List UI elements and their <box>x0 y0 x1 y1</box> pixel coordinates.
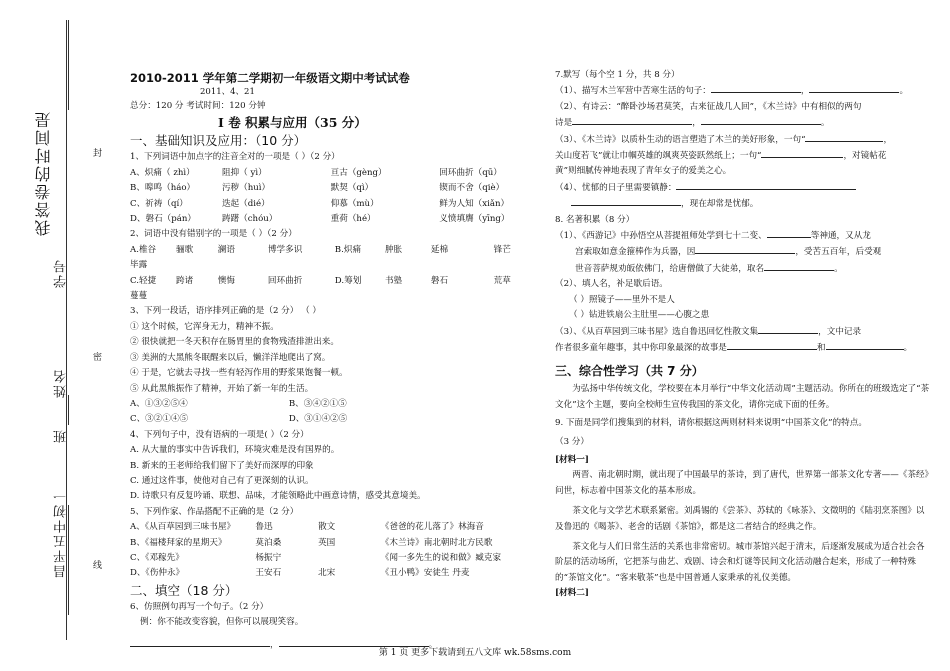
q4-item: A. 从大量的事实中告诉我们，环境灾难是没有国界的。 <box>130 445 340 456</box>
q5-cell: 《爸爸的花儿落了》林海音 <box>380 522 484 533</box>
q5-cell: 莫泊桑 <box>255 537 282 548</box>
q8-1-blank-b[interactable] <box>695 244 795 254</box>
q5-row <box>130 551 548 566</box>
q2-word: 磐石 <box>430 275 449 286</box>
q1-stem: 1、下列词语中加点字的注音全对的一项是（ ）（2 分） <box>130 152 340 163</box>
q1-opt: 仰慕（mù） <box>330 198 379 209</box>
q8-1b <box>555 244 933 260</box>
q1-row-d <box>130 212 548 227</box>
q8-stem: 8. 名著积累（8 分） <box>555 214 635 225</box>
q1-opt: 义愤填膺（yīng） <box>439 214 510 225</box>
q4-item: D. 诗歌只有反复吟诵、联想、品味，才能领略此中画意诗情，感受其意境美。 <box>130 491 426 502</box>
q2-word: C.轻捷 <box>130 275 157 286</box>
exam-date: 2011、4、21 <box>200 87 255 97</box>
q1-opt: 鲜为人知（xiǎn） <box>439 198 510 209</box>
page-footer: 第 1 页 更多下载请到五八文库 wk.58sms.com <box>378 648 572 658</box>
q7-3c: 黄”则细腻传神地表现了青年女子的爱美之心。 <box>555 166 732 177</box>
exam-meta: 总分：120 分 考试时间：120 分钟 <box>130 101 266 111</box>
q6-stem: 6、仿照例句再写一个句子。（2 分） <box>130 601 269 612</box>
exam-title: 2010-2011 学年第二学期初一年级语文期中考试试卷 <box>130 71 410 85</box>
q7-2b: 诗是 ， 。 <box>555 115 933 131</box>
q8-3b2-text: 和 <box>816 342 826 353</box>
q9-stem: 9. 下面是同学们搜集到的材料，请你根据这两则材料来说明“中国茶文化”的特点。 <box>555 418 867 429</box>
q1-opt: 锲而不舍（qiè） <box>439 183 505 194</box>
q8-3a2-text: ，文中记录 <box>818 326 862 337</box>
q3-opt: B、③④②①⑤ <box>288 398 347 409</box>
q7-4a <box>555 180 933 196</box>
q8-1a2-text: 等神通，又从龙 <box>810 231 871 242</box>
q3-item: ③ 美洲的大黑熊冬眠醒来以后，懒洋洋地爬出了窝。 <box>130 352 331 363</box>
q3-opts-2 <box>130 412 548 427</box>
part-title: Ⅰ 卷 积累与应用（35 分） <box>218 115 367 131</box>
q5-cell <box>318 551 381 566</box>
q1-opt: C、祈祷（qí） <box>130 198 188 209</box>
q7-3-blank-b[interactable] <box>761 148 843 158</box>
q2-word: 澜语 <box>217 244 235 255</box>
q3-stem: 3、下列一段话，语序排列正确的是（2 分） （ ） <box>130 306 322 317</box>
q5-cell: A、《从百草园到三味书屋》 <box>130 522 236 533</box>
q2-word: 毕露 <box>130 260 148 271</box>
q2-row-cd <box>130 274 548 289</box>
q7-3a-text: （3）、《木兰诗》以质朴生动的语言塑造了木兰的美好形象，一句“ <box>555 134 806 145</box>
q2-stem: 2、词语中没有错别字的一项是（ ）（2 分） <box>130 229 297 240</box>
q2-word: 锋芒 <box>493 244 511 255</box>
q1-opt: D、磐石（pán） <box>130 214 197 225</box>
q5-cell: 王安石 <box>255 568 282 579</box>
q1-opt: 回环曲折（qū） <box>439 167 502 178</box>
q3-item: ① 这个时候，它浑身无力，精神不振。 <box>130 321 279 332</box>
q2-word: 懊悔 <box>217 275 235 286</box>
q5-cell: 《闻一多先生的说和做》臧克家 <box>380 552 502 563</box>
q7-1-text: （1）、描写木兰军营中苦寒生活的句子： <box>555 86 711 97</box>
q7-1: （1）、描写木兰军营中苦寒生活的句子： ， 。 <box>555 83 933 99</box>
q2-word: 延棉 <box>430 244 449 255</box>
q8-1c: 世音菩萨规劝皈依佛门，给唐僧做了大徒弟，取名 。 <box>555 261 933 277</box>
q5-row <box>130 536 548 551</box>
q8-1-blank-c[interactable] <box>764 261 834 271</box>
q6-answer-blank[interactable]: ， 。 <box>130 637 548 653</box>
student-no-label: 学号 <box>54 258 69 288</box>
secret-mark: 密 <box>91 352 101 363</box>
q5-cell: 英国 <box>318 537 336 548</box>
q5-cell: 鲁迅 <box>255 522 273 533</box>
q4-item: C. 通过这件事，使他对自己有了更深刻的认识。 <box>130 475 314 486</box>
q5-row <box>130 566 548 581</box>
seal-mark: 封 <box>91 148 101 159</box>
q7-4-blank-a[interactable] <box>676 180 856 190</box>
notice-label: 我答卷的时间是 <box>34 110 53 236</box>
q2-word: 肿胀 <box>384 244 403 255</box>
q3-opts-1 <box>130 397 548 412</box>
q5-cell: D、《伤仲永》 <box>130 568 185 579</box>
q7-1-blank-a[interactable] <box>711 83 801 93</box>
q8-3-blank-a[interactable] <box>758 324 818 334</box>
q5-cell: 《丑小鸭》安徒生 丹麦 <box>380 568 470 579</box>
q9-score: （3 分） <box>555 436 589 447</box>
q8-2a: （ ）照镜子——里外不是人 <box>569 294 675 305</box>
q7-3-blank-a[interactable] <box>805 132 883 142</box>
q3-opt: A、①③②⑤④ <box>130 398 188 409</box>
q8-2: （2）、填人名，补足歇后语。 <box>555 279 668 290</box>
q1-row-b <box>130 181 548 196</box>
q5-row <box>130 520 548 535</box>
school-blank-line <box>68 505 69 615</box>
q3-item: ② 很快就把一冬天积存在肠胃里的食物残渣排泄出来。 <box>130 337 339 348</box>
q3-opt: C、③②①④⑤ <box>130 414 189 425</box>
q1-opt: 踌躇（chóu） <box>221 214 278 225</box>
material-1-p1: 两晋、南北朝时期，就出现了中国最早的茶诗，到了唐代，世界第一部茶文化专著——《茶经》问世，标志着中国茶文化的基本形成。 <box>555 470 929 496</box>
q2-word: A.椎谷 <box>130 244 157 255</box>
name-label: 姓名 <box>54 368 69 398</box>
material-1-p3: 茶文化与人们日常生活的关系也非常密切。城市茶馆兴起于清末，后逐渐发展成为适合社会各阶层的活动场所，它把茶与曲艺、戏剧、诗会和灯谜等民间文化活动融合起来，形成了一种特殊的“茶馆文化”。“客来敬茶”也是中国普通人家秉承的礼仪美德。 <box>555 541 925 583</box>
name-blank <box>68 20 69 110</box>
q1-opt: 重荷（hé） <box>330 214 376 225</box>
q7-4b <box>555 196 933 212</box>
q1-opt: 迭起（dié） <box>221 198 270 209</box>
q7-2-blank-a[interactable] <box>572 115 692 125</box>
q7-3b-text: 关山度若飞”就让巾帼英雄的飒爽英姿跃然纸上；一句“ <box>555 151 762 162</box>
q5-cell: B、《福楼拜家的星期天》 <box>130 537 227 548</box>
left-column <box>130 68 548 653</box>
class-label: 班 <box>54 428 69 443</box>
class-blank <box>68 395 69 425</box>
q7-2b-text: 诗是 <box>555 118 573 129</box>
section-1-title: 一、基础知识及应用：（10 分） <box>130 133 307 149</box>
q2-word: 博学多识 <box>267 244 303 255</box>
q5-cell: 《木兰诗》南北朝时北方民歌 <box>380 537 493 548</box>
q2-word: 骊歌 <box>175 244 194 255</box>
q3-item: ④ 于是，它就去寻找一些有轻泻作用的野浆果饱餐一顿。 <box>130 368 348 379</box>
material-1-label: [材料一] <box>555 454 589 465</box>
school-label: 昌平五中初一 <box>54 488 69 578</box>
q8-2b: （ ）钻进铁扇公主肚里——心腹之患 <box>569 310 710 321</box>
q1-opt: B、嗥鸣（háo） <box>130 183 196 194</box>
q3-item: ⑤ 从此黑熊振作了精神，开始了新一年的生活。 <box>130 383 314 394</box>
q8-1a <box>555 228 933 244</box>
q5-stem: 5、下列作家、作品搭配不正确的是（2 分） <box>130 506 299 517</box>
q7-4a-text: （4）、忧郁的日子里需要镇静： <box>555 182 677 193</box>
section-2-title: 二、填空（18 分） <box>130 582 238 598</box>
q2-word: 跨诸 <box>175 275 194 286</box>
q5-cell: C、《邓稼先》 <box>130 552 184 563</box>
q5-cell: 杨振宁 <box>255 552 282 563</box>
q1-opt: 阻抑（ yì） <box>221 167 267 178</box>
q7-2a: （2）、有诗云：“醉卧沙场君莫笑，古来征战几人回”，《木兰诗》中有相似的两句 <box>555 101 862 112</box>
q8-3a <box>555 324 933 340</box>
q6-example: 例：你不能改变容貌，但你可以展现笑容。 <box>140 617 304 628</box>
q7-4-blank-b[interactable] <box>571 196 681 206</box>
q7-3b2-text: ，对镜帖花 <box>843 151 887 162</box>
q8-1b-text: 宫索取如意金箍棒作为兵器，因 <box>575 247 696 258</box>
q8-3-blank-c[interactable] <box>826 340 904 350</box>
q2-word: 荒草 <box>493 275 511 286</box>
q8-3-blank-b[interactable] <box>727 340 817 350</box>
q7-3b <box>555 148 933 164</box>
q8-3a-text: （3）、《从百草园到三味书屋》选自鲁迅回忆性散文集 <box>555 326 759 337</box>
q7-stem: 7.默写（每个空 1 分，共 8 分） <box>555 70 680 80</box>
q1-row-a <box>130 166 548 181</box>
q2-word: 回环曲折 <box>267 275 303 286</box>
q1-opt: 默契（qì） <box>330 183 374 194</box>
q2-word: 蔓蔓 <box>130 291 148 302</box>
q2-word: D.筹划 <box>334 275 362 286</box>
q8-1c-text: 世音菩萨规劝皈依佛门，给唐僧做了大徒弟，取名 <box>575 263 765 274</box>
q8-1a-text: （1）、《西游记》中孙悟空从菩提祖师处学到七十二变、 <box>555 231 767 242</box>
q1-opt: 亘古（gèng） <box>330 167 387 178</box>
q8-1b2-text: ，受苦五百年，后受观 <box>795 247 882 258</box>
q4-item: B. 新来的王老师给我们留下了美好而深厚的印象 <box>130 460 314 471</box>
q1-row-c <box>130 197 548 212</box>
q2-word: 书塾 <box>384 275 403 286</box>
material-2-label: [材料二] <box>555 588 589 599</box>
q7-1-blank-b[interactable] <box>809 83 899 93</box>
q4-stem: 4、下列句子中，没有语病的一项是( ）（2 分） <box>130 429 309 440</box>
q8-3b: 作者很多童年趣事，其中你印象最深的故事是 和 。 <box>555 340 933 356</box>
q8-1-blank-a[interactable] <box>767 228 811 238</box>
q1-opt: 污秽（huì） <box>221 183 271 194</box>
q1-opt: A、炽痛（ zhì） <box>130 167 195 178</box>
line-mark: 线 <box>91 560 101 571</box>
q5-cell: 北宋 <box>318 568 336 579</box>
q7-2-blank-b[interactable] <box>701 115 821 125</box>
q3-opt: D、③①④②⑤ <box>288 414 348 425</box>
material-1-p2: 茶文化与文学艺术联系紧密。刘禹锡的《尝茶》、苏轼的《咏茶》、文徵明的《陆羽烹茶图》以及鲁迅的《喝茶》、老舍的话剧《茶馆》，都是这二者结合的经典之作。 <box>555 506 925 532</box>
section-3-title: 三、综合性学习（共 7 分） <box>555 364 704 379</box>
q7-3a: （3）、《木兰诗》以质朴生动的语言塑造了木兰的美好形象，一句“ ， <box>555 132 933 148</box>
section-3-intro: 为弘扬中华传统文化，学校要在本月举行“中华文化活动周”主题活动。你所在的班级选定了“茶文化”这个主题，要向全校师生宣传我国的茶文化，请你完成下面的任务。 <box>555 384 930 410</box>
q5-cell: 散文 <box>318 522 336 533</box>
q2-word: B.炽痛 <box>334 244 362 255</box>
right-column <box>555 68 933 602</box>
q2-row-ab <box>130 243 548 258</box>
q8-3b-text: 作者很多童年趣事，其中你印象最深的故事是 <box>555 342 727 353</box>
q7-4b-text: ，现在却常是忧郁。 <box>681 199 759 210</box>
